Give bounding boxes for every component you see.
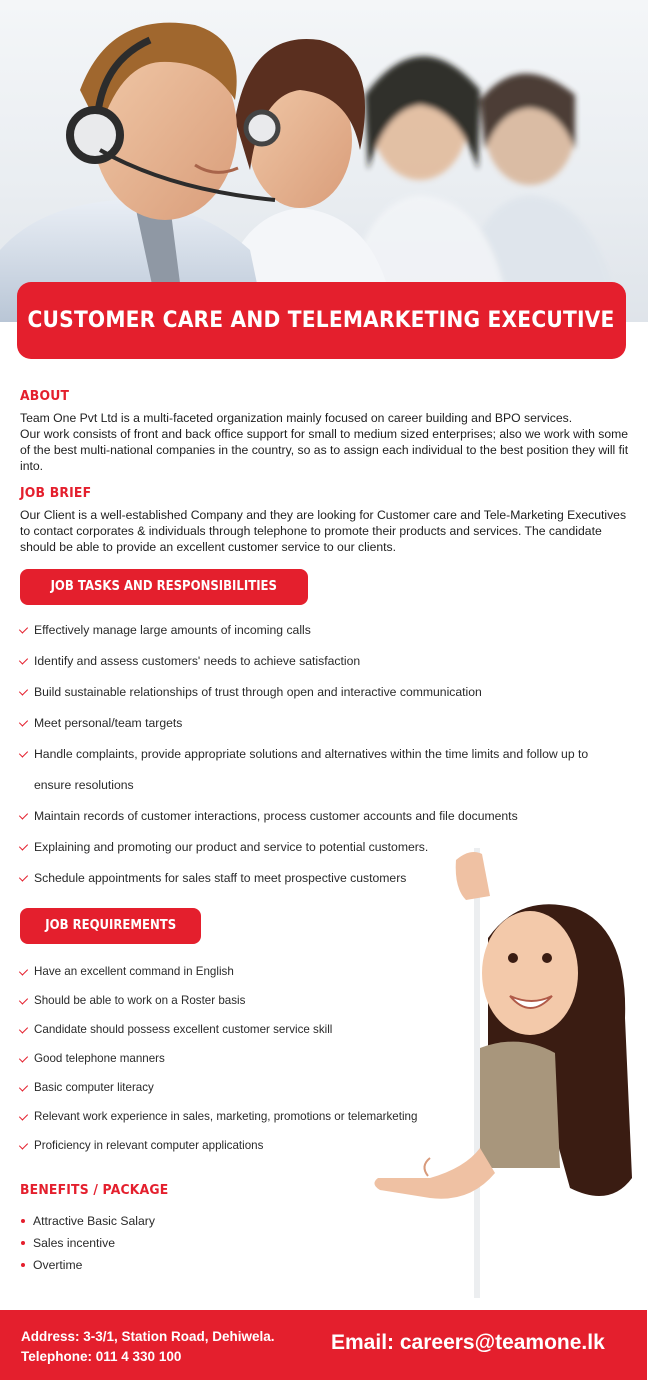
footer-edge [647,1310,653,1380]
tasks-list [20,615,610,894]
benefits-list [20,1210,635,1276]
list-item: Relevant work experience in sales, marketing, promotions or telemarketing [20,1102,635,1131]
job-title-banner [17,282,626,359]
email-text[interactable]: Email: careers@teamone.lk [331,1331,605,1354]
contact-footer [0,1310,653,1380]
hero-photo [0,0,653,322]
about-heading: ABOUT [20,388,70,404]
tasks-heading-badge [20,569,308,605]
call-center-agents-illustration [0,0,653,322]
main-content [20,388,635,1276]
about-section [20,388,635,474]
telephone-text: Telephone: 011 4 330 100 [21,1349,182,1364]
list-item: Good telephone manners [20,1044,635,1073]
list-item: Sales incentive [20,1232,635,1254]
list-item: Explaining and promoting our product and service to potential customers. [20,832,610,863]
list-item: Basic computer literacy [20,1073,635,1102]
list-item: Build sustainable relationships of trust through open and interactive communication [20,677,610,708]
job-brief-text: Our Client is a well-established Company and they are looking for Customer care and Tele-Marketing Executives to contact corporates & individuals through telephone to promote their products and services. The candidate should be able to provide an excellent customer service to our clients. [20,508,627,554]
about-line-1: Team One Pvt Ltd is a multi-faceted organization mainly focused on career building and BPO services. [20,411,573,425]
requirements-section [20,908,635,1160]
list-item: Candidate should possess excellent customer service skill [20,1015,635,1044]
requirements-heading-badge [20,908,201,944]
list-item: Have an excellent command in English [20,957,635,986]
job-brief-section [20,485,635,555]
list-item: Overtime [20,1254,635,1276]
benefits-section [20,1182,635,1276]
list-item: Effectively manage large amounts of incoming calls [20,615,610,646]
list-item: Should be able to work on a Roster basis [20,986,635,1015]
page-title: CUSTOMER CARE AND TELEMARKETING EXECUTIVE [27,308,616,333]
list-item: Meet personal/team targets [20,708,610,739]
requirements-list [20,957,635,1160]
list-item: Handle complaints, provide appropriate solutions and alternatives within the time limits and follow up to ensure resolutions [20,739,610,801]
address-text: Address: 3-3/1, Station Road, Dehiwela. [21,1329,275,1344]
about-line-2: Our work consists of front and back office support for small to medium sized enterprises; also we work with some of the best multi-national companies in the country, so as to assign each individual to the best position they will fit into. [20,427,629,473]
tasks-section [20,569,635,894]
list-item: Schedule appointments for sales staff to meet prospective customers [20,863,610,894]
list-item: Attractive Basic Salary [20,1210,635,1232]
about-text [20,410,635,474]
contact-details [21,1327,275,1367]
list-item: Proficiency in relevant computer applications [20,1131,635,1160]
benefits-heading: BENEFITS / PACKAGE [20,1182,169,1198]
tasks-heading: JOB TASKS AND RESPONSIBILITIES [50,579,277,594]
job-brief-heading: JOB BRIEF [20,485,92,501]
list-item: Maintain records of customer interactions, process customer accounts and file documents [20,801,610,832]
list-item: Identify and assess customers' needs to achieve satisfaction [20,646,610,677]
requirements-heading: JOB REQUIREMENTS [45,918,177,933]
